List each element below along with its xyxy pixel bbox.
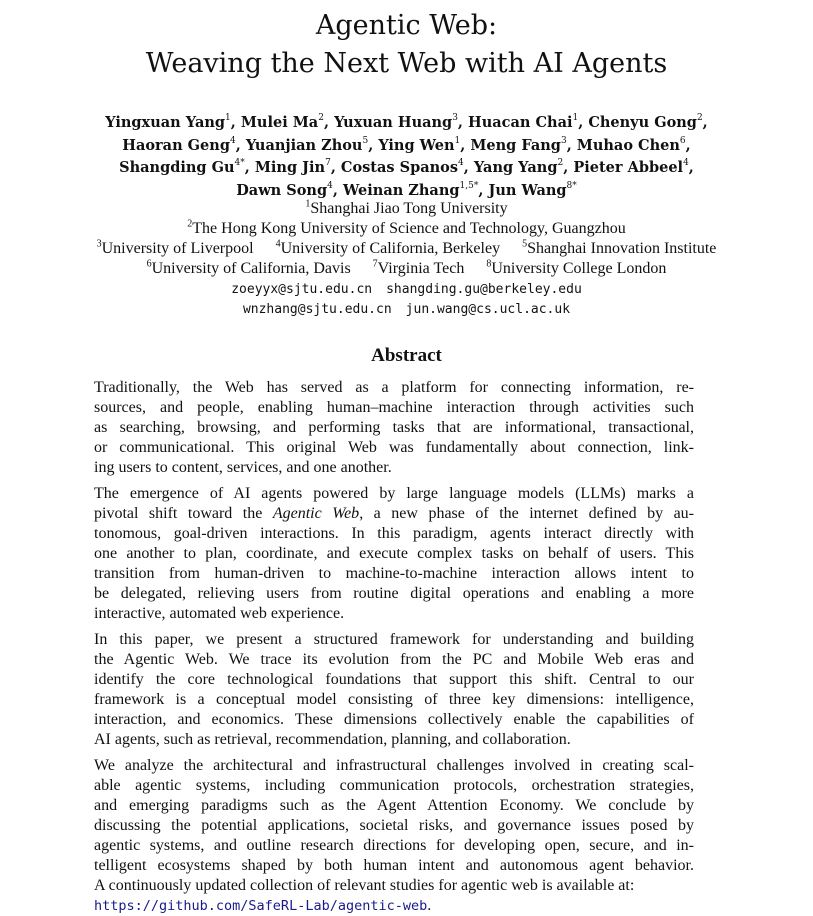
- paper-title-line-2: Weaving the Next Web with AI Agents: [145, 48, 668, 79]
- email-address[interactable]: shangding.gu@berkeley.edu: [386, 282, 582, 297]
- email-address[interactable]: jun.wang@cs.ucl.ac.uk: [405, 302, 571, 317]
- author: Yang Yang$^2$: [473, 158, 564, 176]
- text-line: discussing the potential applications, societal risks, and governance issues posed by: [94, 817, 694, 834]
- text-line: interactive, automated web experience.: [94, 605, 345, 622]
- author: Huacan Chai$^1$: [468, 113, 579, 131]
- text-line: agentic systems, and outline research directions for developing open, secure, and in-: [94, 837, 694, 854]
- text-line: The emergence of AI agents powered by large language models (LLMs) marks a: [94, 485, 694, 502]
- text-line: sources, and people, enabling human–machine interaction through activities such: [94, 399, 694, 416]
- text-line: Traditionally, the Web has served as a platform for connecting information, re-: [94, 379, 694, 396]
- author: Yuanjian Zhou$^5$: [245, 135, 369, 154]
- affiliation-line: [0, 199, 813, 219]
- text-line: and emerging paradigms such as the Agent Attention Economy. We conclude by: [94, 797, 694, 814]
- text-line: A continuously updated collection of relevant studies for agentic web is available at:: [94, 877, 635, 894]
- author: Haoran Geng$^4$: [122, 135, 236, 154]
- author: Costas Spanos$^4$: [340, 158, 464, 176]
- author-list: Yingxuan Yang$^1$, Mulei Ma$^2$, Yuxuan Huang$^3$, Huacan Chai$^1$, Chenyu Gong$^2$, Haoran Geng$^4$, Yuanjian Zhou$^5$, Ying Wen$^1$, Meng Fang$^3$, Muhao Chen$^6$, Shangding $Gu^{4*}$, Ming Jin$^7$, Costas Spanos$^4$, Yang Yang$^2$, Pieter Abbeel$^4$, Dawn Song$^4$, Weinan Zhang$^{1,5*}$, Jun Wang$^{8*}$: [105, 113, 708, 199]
- paper-title-line-1: Agentic Web:: [315, 10, 498, 41]
- text-line: telligent ecosystems shaped by both human intent and autonomous agent behavior.: [94, 857, 694, 874]
- author: Ming Jin$^7$: [254, 158, 331, 176]
- affiliation-line: [0, 219, 813, 239]
- text-line: framework is a conceptual model consisting of three key dimensions: intelligence,: [94, 691, 694, 708]
- text-line: identify the core technological foundations that support this shift. Central to our: [94, 671, 694, 688]
- abstract-paragraph-2: [94, 484, 694, 624]
- abstract-paragraph-3: [94, 630, 694, 750]
- emphasis-agentic-web: Agentic Web: [272, 505, 360, 522]
- author: Meng Fang$^3$: [470, 135, 567, 154]
- abstract-paragraph-1: [94, 378, 694, 478]
- affiliation: $^4$University of California, Berkeley: [275, 238, 501, 257]
- affiliation-line: [0, 259, 813, 279]
- affiliation: $^2$The Hong Kong University of Science and Technology, Guangzhou: [187, 218, 626, 237]
- text-line: ing users to content, services, and one another.: [94, 459, 392, 476]
- author: Dawn Song$^4$: [236, 180, 333, 199]
- email-address[interactable]: wnzhang@sjtu.edu.cn: [242, 302, 392, 317]
- text-line: the Agentic Web. We trace its evolution from the PC and Mobile Web eras and: [94, 651, 694, 668]
- author: Chenyu Gong$^2$: [588, 113, 703, 131]
- author: Yingxuan Yang$^1$: [105, 113, 231, 131]
- email-line: [0, 280, 813, 300]
- affiliation-line: [0, 239, 813, 259]
- author: Shangding $Gu^{4*}$: [119, 158, 245, 176]
- text-line: pivotal shift toward the Agentic Web, a new phase of the internet defined by au-: [94, 505, 695, 522]
- abstract-paragraph-4: [94, 756, 694, 916]
- text-line: https://github.com/SafeRL-Lab/agentic-web.: [94, 897, 432, 914]
- author: Muhao Chen$^6$: [576, 135, 686, 154]
- text-line: be delegated, relieving users from routine digital operations and enabling a more: [94, 585, 694, 602]
- text-line: or communicational. This original Web was fundamentally about connection, link-: [94, 439, 694, 456]
- affiliation: $^1$Shanghai Jiao Tong University: [305, 198, 508, 217]
- author: Ying Wen$^1$: [378, 135, 461, 154]
- author: Weinan Zhang$^{1,5*}$: [342, 180, 479, 199]
- email-line: [0, 300, 813, 320]
- text-line: as searching, browsing, and performing tasks that are informational, transactional,: [94, 419, 694, 436]
- affiliation: $^5$Shanghai Innovation Institute: [522, 238, 717, 257]
- email-address[interactable]: zoeyyx@sjtu.edu.cn: [231, 282, 373, 297]
- affiliation: $^7$Virginia Tech: [372, 258, 465, 277]
- author: Yuxuan Huang$^3$: [334, 113, 458, 131]
- text-line: one another to plan, coordinate, and execute complex tasks on behalf of users. This: [94, 545, 694, 562]
- affiliation: $^3$University of Liverpool: [96, 238, 254, 257]
- text-line: able agentic systems, including communication protocols, orchestration strategies,: [94, 777, 694, 794]
- abstract-heading: Abstract: [371, 345, 442, 366]
- github-link[interactable]: https://github.com/SafeRL-Lab/agentic-web: [94, 898, 428, 914]
- text-line: We analyze the architectural and infrastructural challenges involved in creating scal-: [94, 757, 694, 774]
- author: Jun Wang$^{8*}$: [488, 180, 577, 199]
- text-line: AI agents, such as retrieval, recommendation, planning, and collaboration.: [94, 731, 571, 748]
- text-line: transition from human-driven to machine-to-machine interaction allows intent to: [94, 565, 694, 582]
- author: Mulei Ma$^2$: [240, 113, 324, 131]
- text-line: In this paper, we present a structured framework for understanding and building: [94, 631, 694, 648]
- affiliation: $^6$University of California, Davis: [146, 258, 351, 277]
- text-line: interaction, and economics. These dimensions collectively enable the capabilities of: [94, 711, 694, 728]
- text-line: tonomous, goal-driven interactions. In this paradigm, agents interact directly with: [94, 525, 694, 542]
- affiliation: $^8$University College London: [486, 258, 667, 277]
- author: Pieter Abbeel$^4$: [573, 158, 689, 176]
